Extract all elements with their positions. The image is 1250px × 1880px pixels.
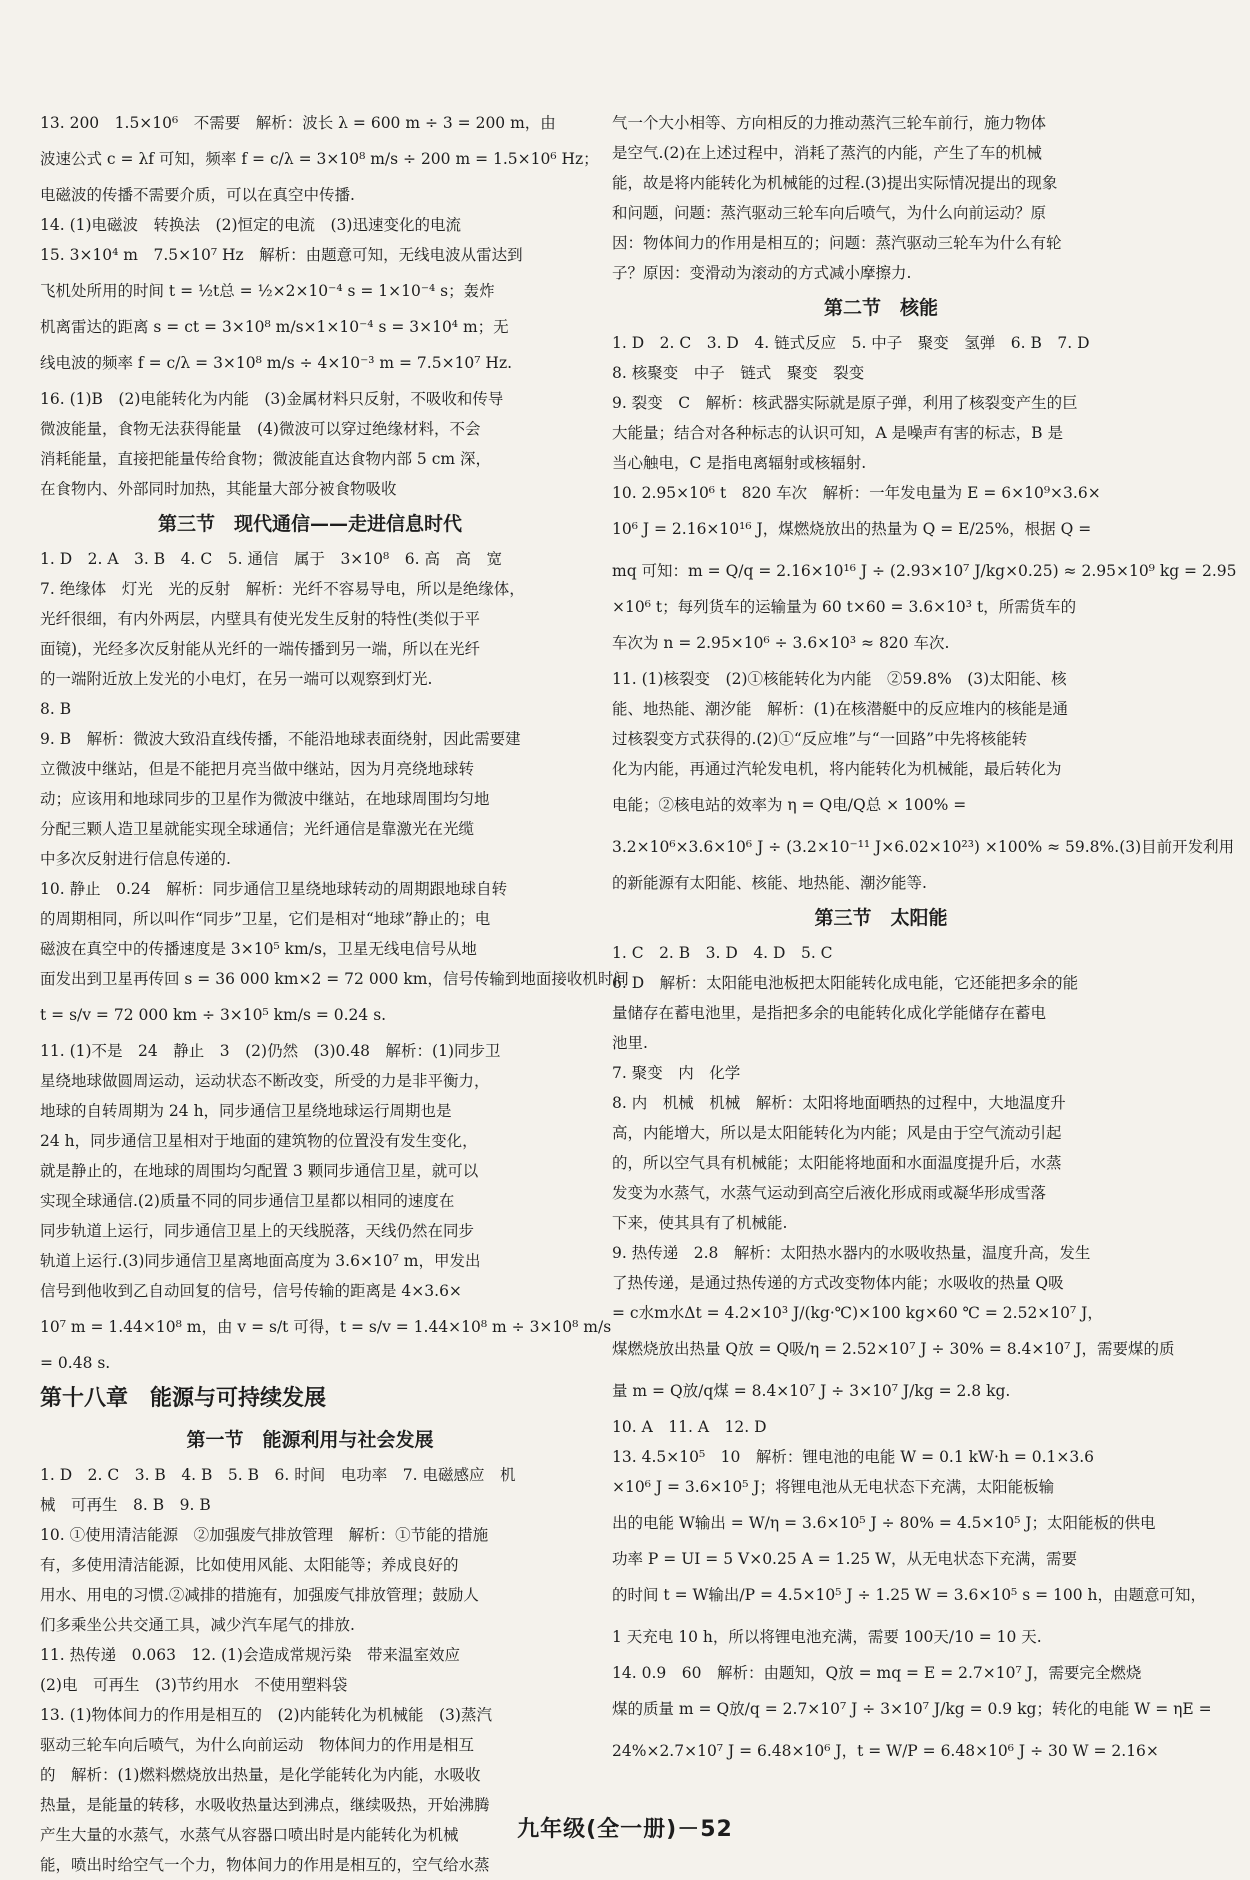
- text-line: 车次为 n = 2.95×10⁶ ÷ 3.6×10³ ≈ 820 车次.: [612, 634, 950, 652]
- text-line: 热量，是能量的转移，水吸收热量达到沸点，继续吸热，开始沸腾: [40, 1796, 490, 1814]
- text-line: 16. (1)B (2)电能转化为内能 (3)金属材料只反射，不吸收和传导: [40, 390, 504, 408]
- right-block-2: [612, 328, 1237, 898]
- text-line: 9. 热传递 2.8 解析：太阳热水器内的水吸收热量，温度升高，发生: [612, 1244, 1091, 1262]
- text-line: 大能量；结合对各种标志的认识可知，A 是噪声有害的标志，B 是: [612, 424, 1063, 442]
- text-line: 煤燃烧放出热量 Q放 = Q吸/η = 2.52×10⁷ J ÷ 30% = 8.4×10⁷ J，需要煤的质: [612, 1340, 1175, 1358]
- text-line: = 0.48 s.: [40, 1354, 111, 1372]
- section-title: 第三节 太阳能: [814, 907, 948, 929]
- text-line: 飞机处所用的时间 t = ½t总 = ½×2×10⁻⁴ s = 1×10⁻⁴ s；轰炸: [40, 282, 495, 300]
- text-line: 6. D 解析：太阳能电池板把太阳能转化成电能，它还能把多余的能: [612, 974, 1079, 992]
- text-line: ×10⁶ t；每列货车的运输量为 60 t×60 = 3.6×10³ t，所需货车的: [612, 598, 1077, 616]
- text-line: 中多次反射进行信息传递的.: [40, 850, 231, 868]
- text-line: 1. D 2. A 3. B 4. C 5. 通信 属于 3×10⁸ 6. 高 高 宽: [40, 550, 502, 568]
- text-line: 7. 聚变 内 化学: [612, 1064, 741, 1082]
- text-line: 光纤很细，有内外两层，内壁具有使光发生反射的特性(类似于平: [40, 610, 481, 628]
- left-block-2: [40, 544, 629, 1378]
- text-line: 14. (1)电磁波 转换法 (2)恒定的电流 (3)迅速变化的电流: [40, 216, 461, 234]
- text-line: 实现全球通信.(2)质量不同的同步通信卫星都以相同的速度在: [40, 1192, 455, 1210]
- text-line: 过核裂变方式获得的.(2)①“反应堆”与“一回路”中先将核能转: [612, 730, 1028, 748]
- text-line: 发变为水蒸气，水蒸气运动到高空后液化形成雨或凝华形成雪落: [612, 1184, 1047, 1202]
- text-line: 轨道上运行.(3)同步通信卫星离地面高度为 3.6×10⁷ m，甲发出: [40, 1252, 481, 1270]
- text-line: 8. 内 机械 机械 解析：太阳将地面晒热的过程中，大地温度升: [612, 1094, 1066, 1112]
- text-line: 面发出到卫星再传回 s = 36 000 km×2 = 72 000 km，信号传输到地面接收机时间: [40, 970, 629, 988]
- text-line: mq 可知：m = Q/q = 2.16×10¹⁶ J ÷ (2.93×10⁷ J/kg×0.25) ≈ 2.95×10⁹ kg = 2.95: [612, 562, 1237, 580]
- text-line: 的时间 t = W输出/P = 4.5×10⁵ J ÷ 1.25 W = 3.6×10⁵ s = 100 h，由题意可知，: [612, 1586, 1206, 1604]
- text-line: 面镜)，光经多次反射能从光纤的一端传播到另一端，所以在光纤: [40, 640, 481, 658]
- text-line: 13. (1)物体间力的作用是相互的 (2)内能转化为机械能 (3)蒸汽: [40, 1706, 492, 1724]
- text-line: 驱动三轮车向后喷气，为什么向前运动 物体间力的作用是相互: [40, 1736, 475, 1754]
- text-line: 因：物体间力的作用是相互的；问题：蒸汽驱动三轮车为什么有轮: [612, 234, 1062, 252]
- section-title: 第二节 核能: [823, 297, 938, 319]
- text-line: 11. (1)不是 24 静止 3 (2)仍然 (3)0.48 解析：(1)同步卫: [40, 1042, 501, 1060]
- text-line: 13. 200 1.5×10⁶ 不需要 解析：波长 λ = 600 m ÷ 3 = 200 m，由: [40, 114, 556, 132]
- text-line: 能，故是将内能转化为机械能的过程.(3)提出实际情况提出的现象: [612, 174, 1058, 192]
- text-line: 24%×2.7×10⁷ J = 6.48×10⁶ J，t = W/P = 6.48×10⁶ J ÷ 30 W = 2.16×: [612, 1742, 1159, 1760]
- text-line: 是空气.(2)在上述过程中，消耗了蒸汽的内能，产生了车的机械: [612, 144, 1042, 162]
- text-line: 8. B: [40, 700, 72, 718]
- text-line: 11. 热传递 0.063 12. (1)会造成常规污染 带来温室效应: [40, 1646, 460, 1664]
- text-line: 1. C 2. B 3. D 4. D 5. C: [612, 944, 833, 962]
- text-line: 1. D 2. C 3. B 4. B 5. B 6. 时间 电功率 7. 电磁感应 机: [40, 1466, 516, 1484]
- text-line: t = s/v = 72 000 km ÷ 3×10⁵ km/s = 0.24 s.: [40, 1006, 387, 1024]
- right-block-1: [612, 108, 1150, 288]
- text-line: 有，多使用清洁能源，比如使用风能、太阳能等；养成良好的: [40, 1556, 459, 1574]
- text-line: 星绕地球做圆周运动，运动状态不断改变，所受的力是非平衡力，: [40, 1072, 490, 1090]
- text-line: 电磁波的传播不需要介质，可以在真空中传播.: [40, 186, 355, 204]
- text-line: 1 天充电 10 h，所以将锂电池充满，需要 100天/10 = 10 天.: [612, 1628, 1042, 1646]
- text-line: 产生大量的水蒸气，水蒸气从容器口喷出时是内能转化为机械: [40, 1826, 459, 1844]
- right-column: [612, 108, 1237, 1772]
- text-line: 和问题，问题：蒸汽驱动三轮车向后喷气，为什么向前运动？原: [612, 204, 1047, 222]
- text-line: 1. D 2. C 3. D 4. 链式反应 5. 中子 聚变 氢弹 6. B 7. D: [612, 334, 1090, 352]
- text-line: 10⁷ m = 1.44×10⁸ m，由 v = s/t 可得，t = s/v = 1.44×10⁸ m ÷ 3×10⁸ m/s: [40, 1318, 612, 1336]
- text-line: 功率 P = UI = 5 V×0.25 A = 1.25 W，从无电状态下充满，需要: [612, 1550, 1078, 1568]
- text-line: 机离雷达的距离 s = ct = 3×10⁸ m/s×1×10⁻⁴ s = 3×10⁴ m；无: [40, 318, 509, 336]
- text-line: = c水m水Δt = 4.2×10³ J/(kg·℃)×100 kg×60 ℃ = 2.52×10⁷ J，: [612, 1304, 1103, 1322]
- text-line: 13. 4.5×10⁵ 10 解析：锂电池的电能 W = 0.1 kW·h = 0.1×3.6: [612, 1448, 1095, 1466]
- text-line: 用水、用电的习惯.②减排的措施有，加强废气排放管理；鼓励人: [40, 1586, 479, 1604]
- text-line: 动；应该用和地球同步的卫星作为微波中继站，在地球周围均匀地: [40, 790, 490, 808]
- text-line: 立微波中继站，但是不能把月亮当做中继站，因为月亮绕地球转: [40, 760, 475, 778]
- text-line: 消耗能量，直接把能量传给食物；微波能直达食物内部 5 cm 深，: [40, 450, 492, 468]
- text-line: 的周期相同，所以叫作“同步”卫星，它们是相对“地球”静止的；电: [40, 910, 491, 928]
- text-line: 当心触电，C 是指电离辐射或核辐射.: [612, 454, 867, 472]
- text-line: 高，内能增大，所以是太阳能转化为内能；风是由于空气流动引起: [612, 1124, 1062, 1142]
- text-line: 能、地热能、潮汐能 解析：(1)在核潜艇中的反应堆内的核能是通: [612, 700, 1068, 718]
- text-line: 同步轨道上运行，同步通信卫星上的天线脱落，天线仍然在同步: [40, 1222, 475, 1240]
- text-line: 们多乘坐公共交通工具，减少汽车尾气的排放.: [40, 1616, 355, 1634]
- text-line: 11. (1)核裂变 (2)①核能转化为内能 ②59.8% (3)太阳能、核: [612, 670, 1067, 688]
- text-line: (2)电 可再生 (3)节约用水 不使用塑料袋: [40, 1676, 348, 1694]
- text-line: 量储存在蓄电池里，是指把多余的电能转化成化学能储存在蓄电: [612, 1004, 1047, 1022]
- text-line: 的，所以空气具有机械能；太阳能将地面和水面温度提升后，水蒸: [612, 1154, 1062, 1172]
- text-line: 械 可再生 8. B 9. B: [40, 1496, 211, 1514]
- text-line: 出的电能 W输出 = W/η = 3.6×10⁵ J ÷ 80% = 4.5×10⁵ J；太阳能板的供电: [612, 1514, 1156, 1532]
- text-line: 的 解析：(1)燃料燃烧放出热量，是化学能转化为内能，水吸收: [40, 1766, 481, 1784]
- text-line: 了热传递，是通过热传递的方式改变物体内能；水吸收的热量 Q吸: [612, 1274, 1064, 1292]
- page-footer: 九年级(全一册)－52: [517, 1817, 733, 1842]
- text-line: 微波能量，食物无法获得能量 (4)微波可以穿过绝缘材料，不会: [40, 420, 481, 438]
- left-block-1: [40, 108, 599, 504]
- text-line: 7. 绝缘体 灯光 光的反射 解析：光纤不容易导电，所以是绝缘体，: [40, 580, 525, 598]
- text-line: 气一个大小相等、方向相反的力推动蒸汽三轮车前行，施力物体: [612, 114, 1047, 132]
- chapter-title: 第十八章 能源与可持续发展: [40, 1386, 327, 1411]
- text-line: 的一端附近放上发光的小电灯，在另一端可以观察到灯光.: [40, 670, 433, 688]
- text-line: 3.2×10⁶×3.6×10⁶ J ÷ (3.2×10⁻¹¹ J×6.02×10²³) ×100% ≈ 59.8%.(3)目前开发利用: [612, 838, 1235, 856]
- section-title: 第一节 能源利用与社会发展: [186, 1429, 434, 1451]
- section-title: 第三节 现代通信——走进信息时代: [157, 513, 462, 535]
- text-line: 波速公式 c = λf 可知，频率 f = c/λ = 3×10⁸ m/s ÷ 200 m = 1.5×10⁶ Hz；: [40, 150, 599, 168]
- text-line: 24 h，同步通信卫星相对于地面的建筑物的位置没有发生变化，: [40, 1132, 478, 1150]
- text-line: 子？原因：变滑动为滚动的方式减小摩擦力.: [612, 264, 912, 282]
- text-line: 煤的质量 m = Q放/q = 2.7×10⁷ J ÷ 3×10⁷ J/kg = 0.9 kg；转化的电能 W = ηE =: [612, 1700, 1212, 1718]
- text-line: ×10⁶ J = 3.6×10⁵ J；将锂电池从无电状态下充满，太阳能板输: [612, 1478, 1055, 1496]
- text-line: 14. 0.9 60 解析：由题知，Q放 = mq = E = 2.7×10⁷ J，需要完全燃烧: [612, 1664, 1142, 1682]
- text-line: 化为内能，再通过汽轮发电机，将内能转化为机械能，最后转化为: [612, 760, 1062, 778]
- text-line: 9. B 解析：微波大致沿直线传播，不能沿地球表面绕射，因此需要建: [40, 730, 521, 748]
- text-line: 10. 2.95×10⁶ t 820 车次 解析：一年发电量为 E = 6×10⁹×3.6×: [612, 484, 1101, 502]
- text-line: 在食物内、外部同时加热，其能量大部分被食物吸收: [40, 480, 397, 498]
- text-line: 量 m = Q放/q煤 = 8.4×10⁷ J ÷ 3×10⁷ J/kg = 2.8 kg.: [612, 1382, 1011, 1400]
- text-line: 电能；②核电站的效率为 η = Q电/Q总 × 100% =: [612, 796, 967, 814]
- text-line: 信号到他收到乙自动回复的信号，信号传输的距离是 4×3.6×: [40, 1282, 462, 1300]
- text-line: 8. 核聚变 中子 链式 聚变 裂变: [612, 364, 865, 382]
- text-line: 10. ①使用清洁能源 ②加强废气排放管理 解析：①节能的措施: [40, 1526, 489, 1544]
- text-line: 磁波在真空中的传播速度是 3×10⁵ km/s，卫星无线电信号从地: [40, 940, 477, 958]
- text-line: 10. A 11. A 12. D: [612, 1418, 767, 1436]
- text-line: 15. 3×10⁴ m 7.5×10⁷ Hz 解析：由题意可知，无线电波从雷达到: [40, 246, 523, 264]
- text-line: 分配三颗人造卫星就能实现全球通信；光纤通信是靠激光在光缆: [40, 820, 475, 838]
- text-line: 下来，使其具有了机械能.: [612, 1214, 788, 1232]
- text-line: 池里.: [612, 1034, 648, 1052]
- text-line: 10⁶ J = 2.16×10¹⁶ J，煤燃烧放出的热量为 Q = E/25%，根据 Q =: [612, 520, 1092, 538]
- text-line: 10. 静止 0.24 解析：同步通信卫星绕地球转动的周期跟地球自转: [40, 880, 508, 898]
- text-line: 地球的自转周期为 24 h，同步通信卫星绕地球运行周期也是: [40, 1102, 452, 1120]
- text-line: 就是静止的，在地球的周围均匀配置 3 颗同步通信卫星，就可以: [40, 1162, 479, 1180]
- text-line: 的新能源有太阳能、核能、地热能、潮汐能等.: [612, 874, 927, 892]
- text-line: 9. 裂变 C 解析：核武器实际就是原子弹，利用了核裂变产生的巨: [612, 394, 1078, 412]
- text-line: 能，喷出时给空气一个力，物体间力的作用是相互的，空气给水蒸: [40, 1856, 490, 1874]
- text-line: 线电波的频率 f = c/λ = 3×10⁸ m/s ÷ 4×10⁻³ m = 7.5×10⁷ Hz.: [40, 354, 513, 372]
- right-block-3: [612, 938, 1212, 1772]
